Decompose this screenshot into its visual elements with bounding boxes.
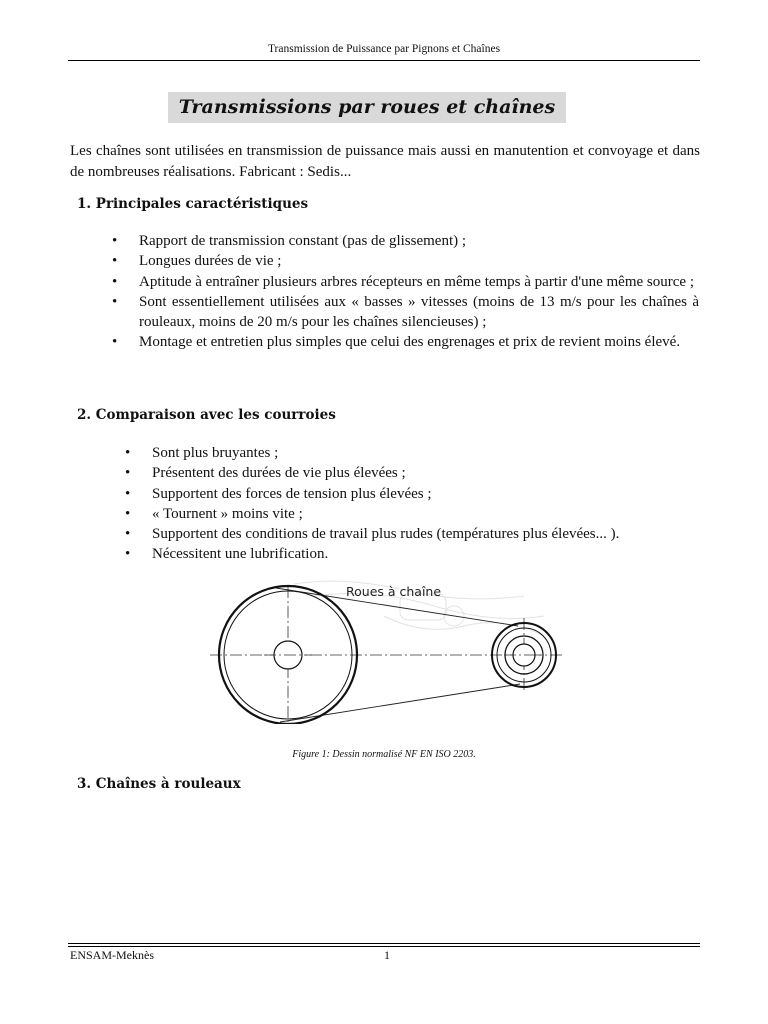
- page-number: 1: [384, 948, 390, 962]
- list-item-text: Montage et entretien plus simples que celui des engrenages et prix de revient moins élevé.: [139, 334, 681, 351]
- figure-label: Roues à chaîne: [346, 584, 442, 599]
- list-item-text: Rapport de transmission constant (pas de glissement) ;: [139, 233, 467, 249]
- list-item-text: Sont plus bruyantes ;: [152, 445, 279, 461]
- figure-caption: Figure 1: Dessin normalisé NF EN ISO 2203.: [292, 749, 476, 760]
- footer-rule: [68, 946, 700, 947]
- bullet-icon: •: [125, 505, 131, 522]
- list-item-text: Aptitude à entraîner plusieurs arbres récepteurs en même temps à partir d'une même source ;: [139, 273, 694, 290]
- list-item: [125, 544, 699, 564]
- list-item: [125, 443, 699, 463]
- section-heading-comparison: 2. Comparaison avec les courroies: [77, 407, 336, 423]
- list-item: [125, 524, 699, 544]
- bullet-icon: •: [112, 253, 118, 270]
- list-item-text: « Tournent » moins vite ;: [152, 505, 303, 522]
- list-item: [112, 231, 699, 251]
- bullet-icon: •: [112, 293, 118, 310]
- bullet-icon: •: [112, 334, 118, 351]
- footer-rule: [68, 943, 700, 944]
- bullet-icon: •: [112, 233, 118, 249]
- list-item-text: Supportent des conditions de travail plus rudes (températures plus élevées... ).: [152, 526, 620, 543]
- list-item: [125, 504, 699, 524]
- footer-institution: ENSAM-Meknès: [70, 948, 154, 962]
- document-title: Transmissions par roues et chaînes: [168, 92, 566, 123]
- header-rule: [68, 60, 700, 61]
- list-item: [112, 251, 699, 271]
- section-heading-characteristics: 1. Principales caractéristiques: [77, 196, 309, 212]
- chain-wheels-drawing: [204, 576, 570, 724]
- bullet-icon: •: [125, 445, 131, 461]
- bullet-icon: •: [125, 485, 131, 502]
- chain-wheels-figure: [204, 576, 570, 724]
- section-heading-roller-chains: 3. Chaînes à rouleaux: [77, 776, 241, 792]
- list-item: [112, 272, 699, 292]
- comparison-list: [125, 443, 699, 565]
- list-item: [112, 332, 699, 352]
- center-lines: [210, 586, 562, 722]
- list-item: [125, 484, 699, 504]
- list-item: [125, 463, 699, 483]
- list-item-text: Nécessitent une lubrification.: [152, 546, 329, 563]
- characteristics-list: [112, 231, 699, 353]
- list-item-text: Présentent des durées de vie plus élevées ;: [152, 465, 406, 482]
- bullet-icon: •: [112, 273, 118, 290]
- running-header: Transmission de Puissance par Pignons et Chaînes: [267, 43, 501, 55]
- intro-paragraph: Les chaînes sont utilisées en transmission de puissance mais aussi en manutention et convoyage et dans de nombreuses réalisations. Fabricant : Sedis...: [70, 143, 700, 180]
- list-item-text: Supportent des forces de tension plus élevées ;: [152, 485, 432, 502]
- bullet-icon: •: [125, 546, 131, 563]
- list-item-text: Sont essentiellement utilisées aux « basses » vitesses (moins de 13 m/s pour les chaînes à rouleaux, moins de 20 m/s pour les chaînes silencieuses) ;: [139, 293, 699, 331]
- bullet-icon: •: [125, 465, 131, 482]
- list-item: [112, 292, 699, 333]
- bullet-icon: •: [125, 526, 131, 543]
- list-item-text: Longues durées de vie ;: [139, 253, 282, 270]
